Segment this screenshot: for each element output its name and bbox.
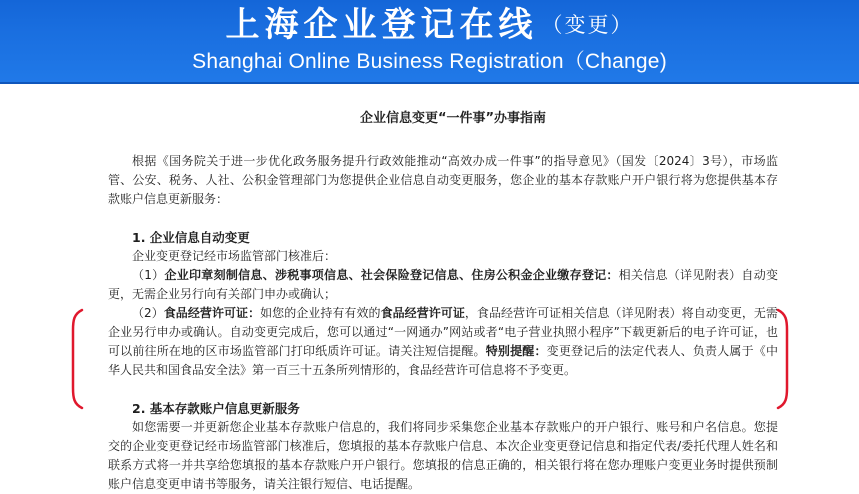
right-red-bracket xyxy=(776,308,790,410)
item2-special-notice: 特别提醒： xyxy=(485,344,547,358)
item1-text: 相关信息（详见附表）自动变更，无需企业另行向有关部门申办或确认； xyxy=(108,268,778,301)
header-banner xyxy=(0,0,859,84)
item1-prefix: （1） xyxy=(132,268,165,282)
section1-item1 xyxy=(108,266,778,304)
item1-bold: 企业印章刻制信息、涉税事项信息、社会保险登记信息、住房公积金企业缴存登记： xyxy=(164,268,619,282)
section1-lead: 企业变更登记经市场监管部门核准后： xyxy=(132,249,337,263)
document-title: 企业信息变更“一件事”办事指南 xyxy=(359,111,547,126)
section1-item2 xyxy=(108,304,778,380)
item2-text-c: 变更登记后的法定代表人、负责人属于《中华人民共和国食品安全法》第一百三十五条所列情形的，食品经营许可信息将不予变更。 xyxy=(108,344,778,377)
section2-paragraph: 如您需要一并更新您企业基本存款账户信息的，我们将同步采集您企业基本存款账户的开户银行、账号和户名信息。您提交的企业变更登记经市场监管部门核准后，您填报的基本存款账户信息、本次企业变更登记信息和指定代表/委托代理人姓名和联系方式将一并共享给您填报的基本存款账户开户银行。您填报的信息正确的，相关银行将在您办理账户变更业务时提供预制账户信息变更申请书等服务，请关注银行短信、电话提醒。 xyxy=(108,420,778,491)
banner-subtitle: Shanghai Online Business Registration（Change) xyxy=(192,50,667,73)
intro-paragraph: 根据《国务院关于进一步优化政务服务提升行政效能推动“高效办成一件事”的指导意见》（国发〔2024〕3号），市场监管、公安、税务、人社、公积金管理部门为您提供企业信息自动变更服务，您企业的基本存款账户开户银行将为您提供基本存款账户信息更新服务： xyxy=(108,154,778,206)
item2-prefix: （2） xyxy=(132,306,164,320)
guide-document xyxy=(108,96,778,494)
banner-title-suffix: （变更） xyxy=(541,13,634,37)
section2-heading: 2. 基本存款账户信息更新服务 xyxy=(132,401,300,416)
item2-text-a: 如您的企业持有有效的 xyxy=(260,306,381,320)
banner-title-main: 上海企业登记在线 xyxy=(225,5,538,45)
item2-text-b: ，食品经营许可证相关信息（详见附表）将自动变更，无需企业另行申办或确认。自动变更完成后，您可以通过“一网通办”网站或者“电子营业执照小程序”下载更新后的电子许可证，也可以前往所在地的区市场监管部门打印纸质许可证。请关注短信提醒。 xyxy=(108,306,778,358)
item2-bold: 食品经营许可证： xyxy=(163,306,261,320)
banner-title xyxy=(0,5,859,45)
left-red-bracket xyxy=(70,308,84,410)
section1-heading: 1. 企业信息自动变更 xyxy=(132,230,250,245)
item2-bold2: 食品经营许可证 xyxy=(380,306,465,320)
